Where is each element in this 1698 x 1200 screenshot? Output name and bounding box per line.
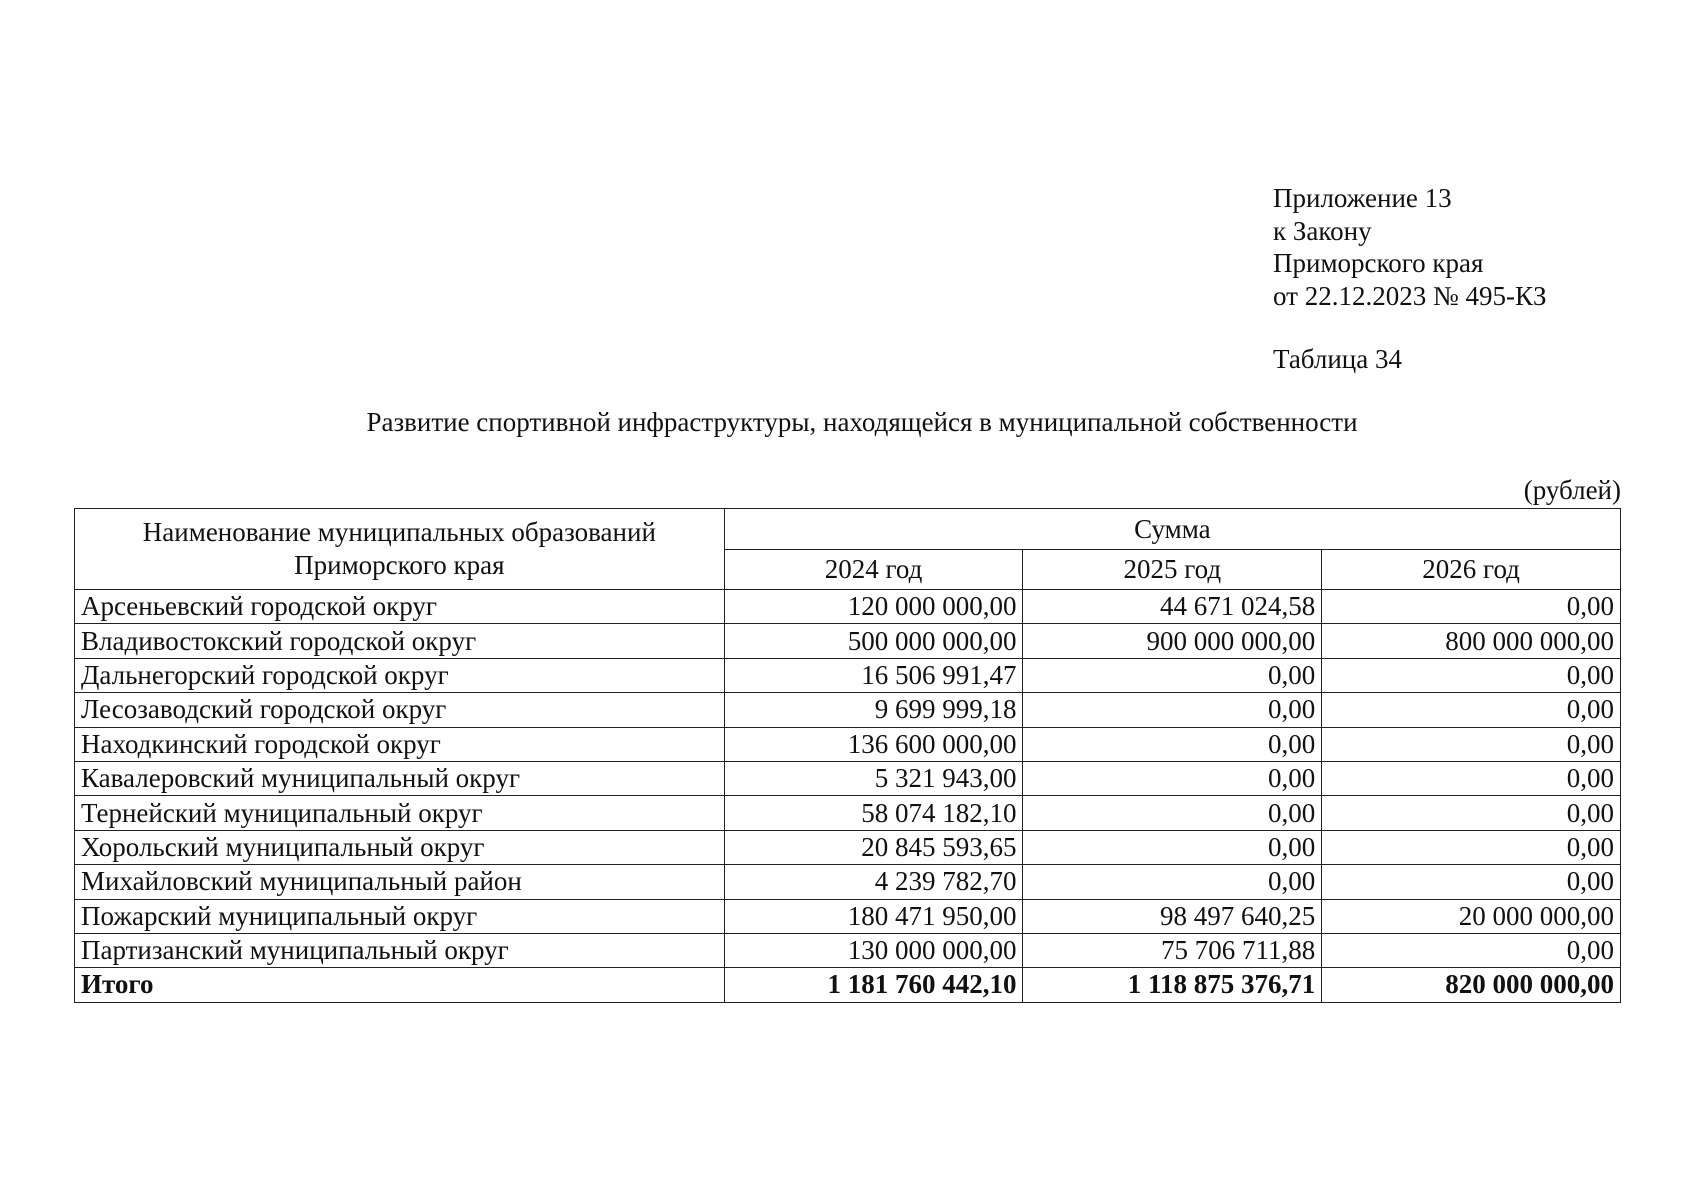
table-header-row: [75, 509, 1621, 550]
document-title: Развитие спортивной инфраструктуры, находящейся в муниципальной собственности: [366, 407, 1358, 437]
table-row: [75, 899, 1621, 933]
amount-2024: 9 699 999,18: [724, 693, 1023, 727]
municipality-name: Кавалеровский муниципальный округ: [75, 761, 725, 795]
municipality-name: Хорольский муниципальный округ: [75, 830, 725, 864]
amount-2026: 0,00: [1322, 933, 1621, 967]
amount-2025: 0,00: [1023, 693, 1322, 727]
amount-2026: 0,00: [1322, 658, 1621, 692]
amount-2026: 0,00: [1322, 865, 1621, 899]
municipality-name: Партизанский муниципальный округ: [75, 933, 725, 967]
amount-2025: 44 671 024,58: [1023, 590, 1322, 624]
appendix-line: к Закону: [1273, 215, 1372, 246]
amount-2026: 0,00: [1322, 693, 1621, 727]
table-row: [75, 727, 1621, 761]
total-2025: 1 118 875 376,71: [1023, 968, 1322, 1002]
municipality-name: Владивостокский городской округ: [75, 624, 725, 658]
column-header-year: 2025 год: [1023, 550, 1322, 590]
appendix-block: [1273, 182, 1546, 312]
municipality-name: Арсеньевский городской округ: [75, 590, 725, 624]
municipality-name: Дальнегорский городской округ: [75, 658, 725, 692]
appendix-line: Приморского края: [1273, 248, 1484, 278]
amount-2026: 20 000 000,00: [1322, 899, 1621, 933]
amount-2024: 4 239 782,70: [724, 865, 1023, 899]
amount-2024: 16 506 991,47: [724, 658, 1023, 692]
column-header-name: [75, 509, 725, 590]
budget-table: [74, 508, 1621, 1003]
column-header-name-line: Наименование муниципальных образований: [142, 517, 656, 547]
amount-2024: 58 074 182,10: [724, 796, 1023, 830]
amount-2025: 75 706 711,88: [1023, 933, 1322, 967]
municipality-name: Михайловский муниципальный район: [75, 865, 725, 899]
table-row: [75, 693, 1621, 727]
amount-2024: 5 321 943,00: [724, 761, 1023, 795]
amount-2025: 98 497 640,25: [1023, 899, 1322, 933]
amount-2024: 500 000 000,00: [724, 624, 1023, 658]
table-row: [75, 658, 1621, 692]
total-2026: 820 000 000,00: [1322, 968, 1621, 1002]
amount-2025: 900 000 000,00: [1023, 624, 1322, 658]
amount-2025: 0,00: [1023, 830, 1322, 864]
amount-2025: 0,00: [1023, 727, 1322, 761]
appendix-line: Приложение 13: [1273, 183, 1452, 213]
amount-2026: 800 000 000,00: [1322, 624, 1621, 658]
total-2024: 1 181 760 442,10: [724, 968, 1023, 1002]
column-header-name-line: Приморского края: [294, 550, 505, 580]
amount-2025: 0,00: [1023, 796, 1322, 830]
amount-2026: 0,00: [1322, 590, 1621, 624]
table-row: [75, 590, 1621, 624]
amount-2026: 0,00: [1322, 796, 1621, 830]
table-row: [75, 830, 1621, 864]
amount-2024: 180 471 950,00: [724, 899, 1023, 933]
amount-2024: 136 600 000,00: [724, 727, 1023, 761]
column-header-year: 2024 год: [724, 550, 1023, 590]
table-row: [75, 933, 1621, 967]
amount-2025: 0,00: [1023, 761, 1322, 795]
municipality-name: Пожарский муниципальный округ: [75, 899, 725, 933]
table-row: [75, 796, 1621, 830]
amount-2025: 0,00: [1023, 865, 1322, 899]
amount-2025: 0,00: [1023, 658, 1322, 692]
appendix-line: от 22.12.2023 № 495-КЗ: [1273, 280, 1547, 311]
table-row: [75, 865, 1621, 899]
municipality-name: Находкинский городской округ: [75, 727, 725, 761]
amount-2024: 120 000 000,00: [724, 590, 1023, 624]
column-header-year: 2026 год: [1322, 550, 1621, 590]
amount-2026: 0,00: [1322, 761, 1621, 795]
amount-2024: 20 845 593,65: [724, 830, 1023, 864]
amount-2026: 0,00: [1322, 727, 1621, 761]
table-row: [75, 624, 1621, 658]
table-row: [75, 761, 1621, 795]
total-label: Итого: [75, 968, 725, 1002]
table-total-row: [75, 968, 1621, 1002]
municipality-name: Тернейский муниципальный округ: [75, 796, 725, 830]
municipality-name: Лесозаводский городской округ: [75, 693, 725, 727]
amount-2026: 0,00: [1322, 830, 1621, 864]
column-header-sum: Сумма: [724, 509, 1620, 550]
amount-2024: 130 000 000,00: [724, 933, 1023, 967]
units-label: (рублей): [1523, 475, 1621, 505]
table-number: Таблица 34: [1273, 344, 1402, 374]
